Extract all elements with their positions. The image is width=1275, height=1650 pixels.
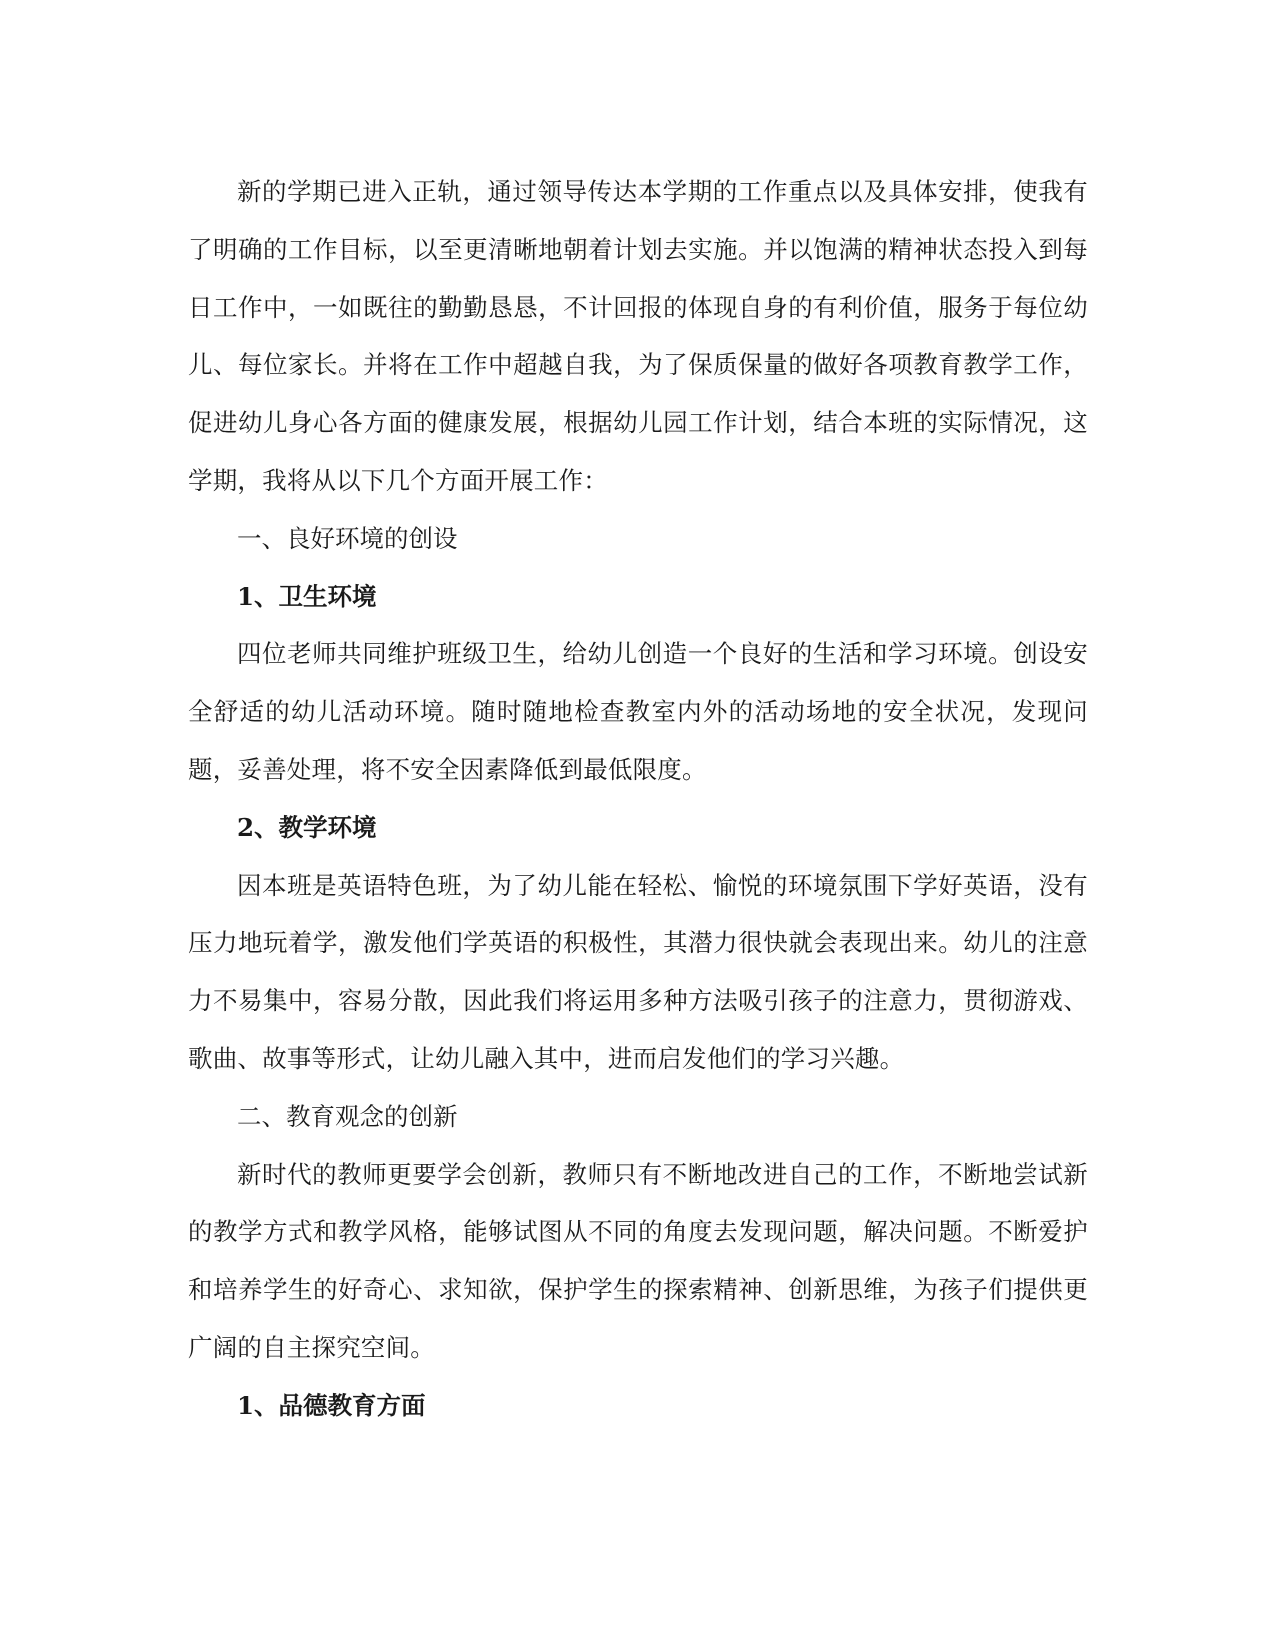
hygiene-paragraph: 四位老师共同维护班级卫生，给幼儿创造一个良好的生活和学习环境。创设安全舒适的幼儿活动环境。随时随地检查教室内外的活动场地的安全状况，发现问题，妥善处理，将不安全因素降低到最低限度。: [188, 639, 1088, 784]
subheading-moral-education: 1、品德教育方面: [237, 1390, 426, 1420]
intro-paragraph: 新的学期已进入正轨，通过领导传达本学期的工作重点以及具体安排，使我有了明确的工作目标，以至更清晰地朝着计划去实施。并以饱满的精神状态投入到每日工作中，一如既往的勤勤恳恳，不计回报的体现自身的有利价值，服务于每位幼儿、每位家长。并将在工作中超越自我，为了保质保量的做好各项教育教学工作，促进幼儿身心各方面的健康发展，根据幼儿园工作计划，结合本班的实际情况，这学期，我将从以下几个方面开展工作：: [188, 177, 1088, 495]
section-heading-environment: 一、良好环境的创设: [237, 523, 458, 553]
subheading-hygiene-environment: 1、卫生环境: [237, 581, 377, 611]
document-body: [188, 163, 1088, 1435]
innovation-paragraph: 新时代的教师更要学会创新，教师只有不断地改进自己的工作，不断地尝试新的教学方式和教学风格，能够试图从不同的角度去发现问题，解决问题。不断爱护和培养学生的好奇心、求知欲，保护学生的探索精神、创新思维，为孩子们提供更广阔的自主探究空间。: [188, 1159, 1088, 1362]
section-heading-innovation: 二、教育观念的创新: [237, 1101, 458, 1131]
subheading-teaching-environment: 2、教学环境: [237, 812, 377, 842]
teaching-paragraph: 因本班是英语特色班，为了幼儿能在轻松、愉悦的环境氛围下学好英语，没有压力地玩着学，激发他们学英语的积极性，其潜力很快就会表现出来。幼儿的注意力不易集中，容易分散，因此我们将运用多种方法吸引孩子的注意力，贯彻游戏、歌曲、故事等形式，让幼儿融入其中，进而启发他们的学习兴趣。: [188, 870, 1088, 1073]
